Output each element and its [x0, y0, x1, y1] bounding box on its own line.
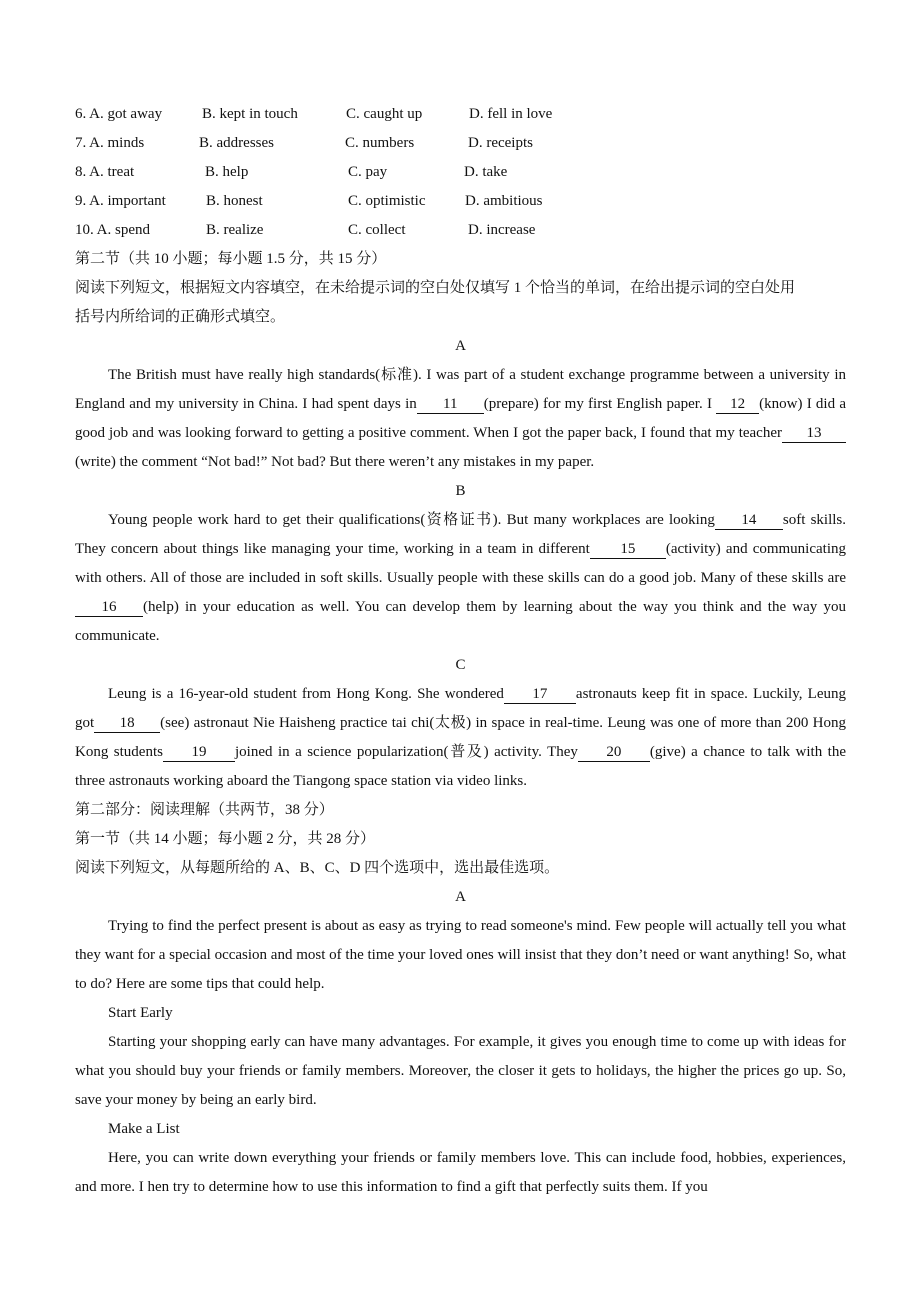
- blank-13[interactable]: 13: [782, 424, 846, 443]
- q6-option-a: 6. A. got away: [75, 106, 163, 122]
- passage-a-text-4: (write) the comment “Not bad!” Not bad? But there weren’t any mistakes in my paper.: [75, 454, 595, 470]
- q6-option-b: B. kept in touch: [202, 106, 298, 122]
- section-2-heading: 第二节（共 10 小题；每小题 1.5 分，共 15 分）: [75, 251, 387, 267]
- question-7-options: [75, 129, 846, 158]
- q9-option-d: D. ambitious: [465, 193, 543, 209]
- passage-c-text-2: astronauts keep fit in space. Luckily, Leung got: [75, 686, 846, 731]
- q8-option-b: B. help: [205, 164, 249, 180]
- blank-18[interactable]: 18: [94, 714, 160, 733]
- part-2-heading: 第二部分：阅读理解（共两节，38 分）: [75, 802, 334, 818]
- question-6-options: [75, 100, 846, 129]
- reading-a-label: A: [455, 889, 466, 905]
- part-2-instruction: 阅读下列短文，从每题所给的 A、B、C、D 四个选项中，选出最佳选项。: [75, 860, 560, 876]
- passage-c-text-5: (give) a chance to talk with the three astronauts working aboard the Tiangong space station via video links.: [75, 744, 846, 789]
- q8-option-d: D. take: [464, 164, 508, 180]
- passage-b-text-2: soft skills. They concern about things like managing your time, working in a team in different: [75, 512, 846, 557]
- passage-c-text: [75, 680, 846, 796]
- q9-option-b: B. honest: [206, 193, 263, 209]
- q7-option-b: B. addresses: [199, 135, 274, 151]
- question-10-options: [75, 216, 846, 245]
- passage-b-text: [75, 506, 846, 651]
- q10-option-c: C. collect: [348, 222, 406, 238]
- passage-a-label: A: [455, 338, 466, 354]
- part-2-sub-heading: 第一节（共 14 小题；每小题 2 分，共 28 分）: [75, 831, 376, 847]
- passage-a-text-1: The British must have really high standards(标准). I was part of a student exchange programme between a university in England and my university in China. I had spent days in: [75, 367, 846, 412]
- q9-option-c: C. optimistic: [348, 193, 426, 209]
- q6-option-d: D. fell in love: [469, 106, 553, 122]
- reading-a-paragraph-3: Here, you can write down everything your friends or family members love. This can include food, hobbies, experiences, and more. I hen try to determine how to use this information to find a gift that perfectly suits them. If you: [75, 1150, 846, 1195]
- section-2-instruction-line-2: 括号内所给词的正确形式填空。: [75, 309, 286, 325]
- q10-option-b: B. realize: [206, 222, 264, 238]
- passage-a-text-2: (prepare) for my first English paper. I: [483, 396, 717, 412]
- q7-option-c: C. numbers: [345, 135, 415, 151]
- passage-c-text-1: Leung is a 16-year-old student from Hong Kong. She wondered: [108, 686, 504, 702]
- passage-c-text-4: joined in a science popularization(普及) activity. They: [234, 744, 578, 760]
- passage-b-text-4: (help) in your education as well. You can develop them by learning about the way you think and the way you communicate.: [75, 599, 846, 644]
- reading-a-subheading-start-early: Start Early: [108, 1005, 173, 1021]
- q10-option-a: 10. A. spend: [75, 222, 150, 238]
- question-8-options: [75, 158, 846, 187]
- question-9-options: [75, 187, 846, 216]
- exam-page: [75, 100, 846, 1202]
- passage-b-text-3: (activity) and communicating with others. All of those are included in soft skills. Usually people with these skills can do a good job. Many of these skills are: [75, 541, 846, 586]
- q8-option-c: C. pay: [348, 164, 388, 180]
- passage-a-text: [75, 361, 846, 477]
- passage-b-label: B: [455, 483, 466, 499]
- blank-14[interactable]: 14: [715, 511, 783, 530]
- blank-16[interactable]: 16: [75, 598, 143, 617]
- passage-c-label: C: [455, 657, 466, 673]
- q9-option-a: 9. A. important: [75, 193, 166, 209]
- blank-20[interactable]: 20: [578, 743, 650, 762]
- reading-a-paragraph-1: Trying to find the perfect present is about as easy as trying to read someone's mind. Few people will actually tell you what they want for a special occasion and most of the time your loved ones will insist that they don’t need or want anything! So, what to do? Here are some tips that could help.: [75, 918, 846, 992]
- reading-a-paragraph-2: Starting your shopping early can have many advantages. For example, it gives you enough time to come up with ideas for what you should buy your friends or family members. Moreover, the closer it gets to holidays, the higher the prices go up. So, save your money by being an early bird.: [75, 1034, 846, 1108]
- passage-a-text-3: (know) I did a good job and was looking forward to getting a positive comment. When I got the paper back, I found that my teacher: [75, 396, 846, 441]
- blank-19[interactable]: 19: [163, 743, 235, 762]
- q10-option-d: D. increase: [468, 222, 536, 238]
- blank-15[interactable]: 15: [590, 540, 666, 559]
- q6-option-c: C. caught up: [346, 106, 423, 122]
- q8-option-a: 8. A. treat: [75, 164, 135, 180]
- blank-11[interactable]: 11: [417, 395, 484, 414]
- reading-a-subheading-make-a-list: Make a List: [108, 1121, 180, 1137]
- q7-option-a: 7. A. minds: [75, 135, 145, 151]
- passage-b-text-1: Young people work hard to get their qualifications(资格证书). But many workplaces are looking: [108, 512, 715, 528]
- passage-c-text-3: (see) astronaut Nie Haisheng practice tai chi(太极) in space in real-time. Leung was one of more than 200 Hong Kong students: [75, 715, 846, 760]
- blank-17[interactable]: 17: [504, 685, 576, 704]
- blank-12[interactable]: 12: [716, 395, 759, 414]
- q7-option-d: D. receipts: [468, 135, 533, 151]
- section-2-instruction-line-1: 阅读下列短文，根据短文内容填空，在未给提示词的空白处仅填写 1 个恰当的单词，在给出提示词的空白处用: [75, 280, 796, 296]
